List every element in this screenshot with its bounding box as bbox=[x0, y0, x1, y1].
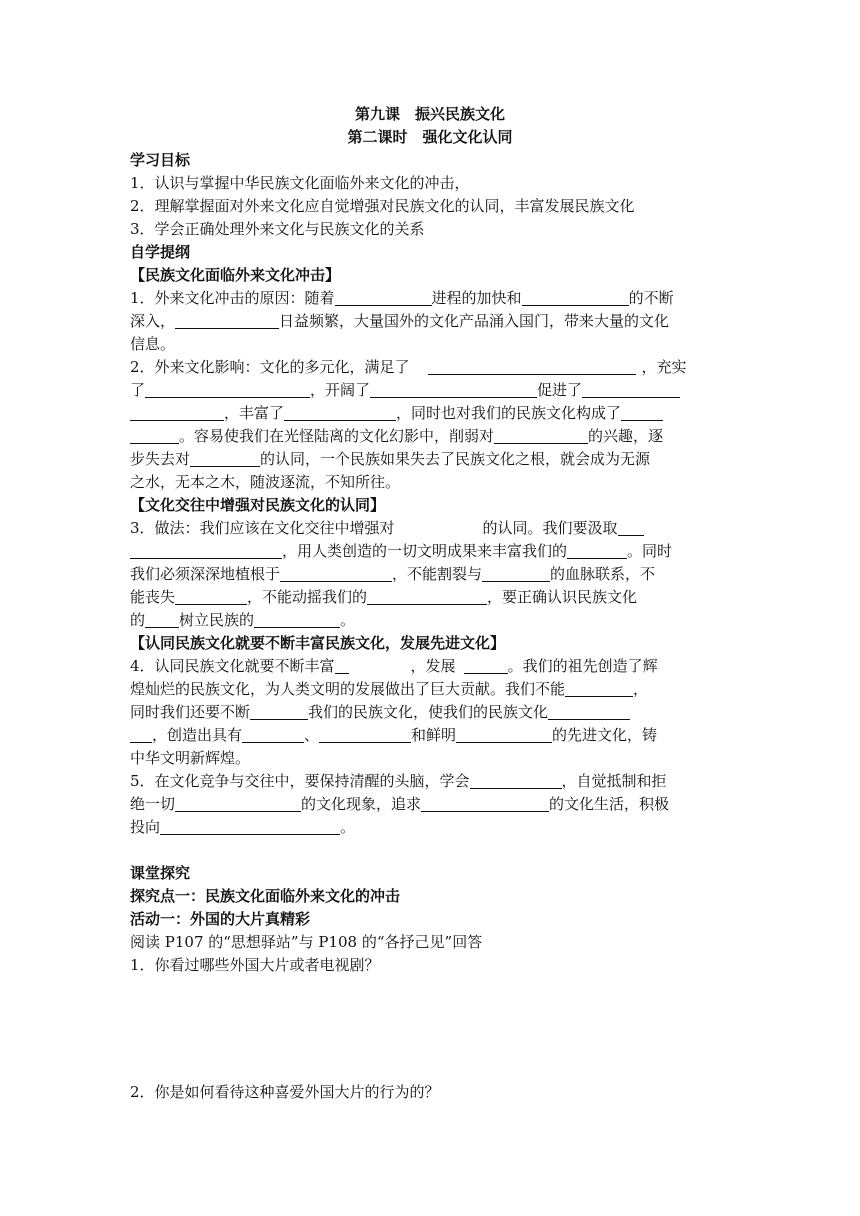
q-text: ， bbox=[633, 680, 649, 698]
fill-blank[interactable] bbox=[456, 726, 552, 743]
q-text: ，丰富了 bbox=[224, 404, 285, 422]
q-text: ，用人类创造的一切文明成果来丰富我们的 bbox=[282, 542, 568, 560]
goal-item: 3．学会正确处理外来文化与民族文化的关系 bbox=[130, 220, 425, 238]
q-text: 的不断 bbox=[628, 289, 674, 307]
q-text: 的认同。我们要汲取 bbox=[482, 519, 618, 537]
question-3-line bbox=[130, 586, 730, 609]
question-4-line bbox=[130, 655, 730, 678]
fill-blank[interactable] bbox=[130, 542, 282, 559]
question-5-line bbox=[130, 770, 730, 793]
section-heading-2: 【文化交往中增强对民族文化的认同】 bbox=[130, 496, 386, 514]
question-4-line: 中华文明新辉煌。 bbox=[130, 749, 251, 767]
activity-question-1: 1．你看过哪些外国大片或者电视剧？ bbox=[130, 956, 380, 974]
fill-blank[interactable] bbox=[565, 680, 633, 697]
activity-question-2: 2．你是如何看待这种喜爱外国大片的行为的？ bbox=[130, 1083, 440, 1101]
question-1-line bbox=[130, 310, 730, 333]
outline-heading: 自学提纲 bbox=[130, 243, 191, 261]
fill-blank[interactable] bbox=[254, 611, 340, 628]
q-text: 能丧失 bbox=[130, 588, 176, 606]
question-1-line bbox=[130, 287, 730, 310]
fill-blank[interactable] bbox=[284, 404, 396, 421]
question-3-line bbox=[130, 563, 730, 586]
worksheet bbox=[130, 103, 730, 1104]
explore-point-1: 探究点一：民族文化面临外来文化的冲击 bbox=[130, 887, 401, 905]
activity-instruction: 阅读 P107 的“思想驿站”与 P108 的“各抒己见”回答 bbox=[130, 933, 483, 951]
fill-blank[interactable] bbox=[548, 703, 630, 720]
fill-blank[interactable] bbox=[621, 404, 663, 421]
fill-blank[interactable] bbox=[190, 450, 260, 467]
page-title: 第九课 振兴民族文化 bbox=[354, 105, 505, 123]
fill-blank[interactable] bbox=[145, 611, 179, 628]
fill-blank[interactable] bbox=[494, 427, 588, 444]
goal-item: 1．认识与掌握中华民族文化面临外来文化的冲击， bbox=[130, 174, 470, 192]
fill-blank[interactable] bbox=[370, 381, 537, 398]
fill-blank[interactable] bbox=[130, 427, 179, 444]
q-text: 。同时 bbox=[627, 542, 673, 560]
q-text: 促进了 bbox=[537, 381, 583, 399]
q-text: 、 bbox=[304, 726, 320, 744]
question-2-line bbox=[130, 425, 730, 448]
q-text: 1．外来文化冲击的原因：随着 bbox=[130, 289, 335, 307]
question-4-line bbox=[130, 678, 730, 701]
fill-blank[interactable] bbox=[175, 588, 247, 605]
fill-blank[interactable] bbox=[482, 565, 550, 582]
fill-blank[interactable] bbox=[367, 588, 487, 605]
fill-blank[interactable] bbox=[421, 795, 549, 812]
q-text: ，同时也对我们的民族文化构成了 bbox=[396, 404, 622, 422]
goals-heading: 学习目标 bbox=[130, 151, 191, 169]
fill-blank[interactable] bbox=[335, 657, 349, 674]
question-2-line bbox=[130, 356, 730, 379]
q-text: 。 bbox=[340, 818, 356, 836]
q-text: ，开阔了 bbox=[310, 381, 371, 399]
fill-blank[interactable] bbox=[160, 818, 340, 835]
answer-space[interactable] bbox=[130, 1023, 730, 1081]
q-text: 。容易使我们在光怪陆离的文化幻影中，削弱对 bbox=[179, 427, 495, 445]
q-text: ，充实 bbox=[641, 358, 687, 376]
q-text: 。我们的祖先创造了辉 bbox=[507, 657, 658, 675]
q-text: 的血脉联系，不 bbox=[550, 565, 656, 583]
q-text: 绝一切 bbox=[130, 795, 176, 813]
q-text: 深入， bbox=[130, 312, 176, 330]
fill-blank[interactable] bbox=[464, 657, 508, 674]
q-text: 3．做法：我们应该在文化交往中增强对 bbox=[130, 519, 395, 537]
q-text: 的 bbox=[130, 611, 146, 629]
q-text: 的认同，一个民族如果失去了民族文化之根，就会成为无源 bbox=[260, 450, 651, 468]
question-3-line bbox=[130, 540, 730, 563]
q-text: 了 bbox=[130, 381, 146, 399]
fill-blank[interactable] bbox=[250, 703, 308, 720]
question-2-line bbox=[130, 448, 730, 471]
q-text: 的先进文化，铸 bbox=[552, 726, 658, 744]
fill-blank[interactable] bbox=[319, 726, 411, 743]
fill-blank[interactable] bbox=[428, 358, 636, 375]
fill-blank[interactable] bbox=[175, 795, 301, 812]
q-text: 和鲜明 bbox=[411, 726, 457, 744]
question-5-line bbox=[130, 793, 730, 816]
q-text: 树立民族的 bbox=[179, 611, 255, 629]
q-text: 步失去对 bbox=[130, 450, 191, 468]
q-text: 2．外来文化影响：文化的多元化，满足了 bbox=[130, 358, 410, 376]
question-4-line bbox=[130, 701, 730, 724]
q-text: 我们必须深深地植根于 bbox=[130, 565, 281, 583]
q-text: ，创造出具有 bbox=[152, 726, 243, 744]
fill-blank[interactable] bbox=[175, 312, 279, 329]
question-2-line bbox=[130, 379, 730, 402]
fill-blank[interactable] bbox=[242, 726, 304, 743]
q-text: 煌灿烂的民族文化，为人类文明的发展做出了巨大贡献。我们不能 bbox=[130, 680, 566, 698]
q-text: 日益频繁，大量国外的文化产品涌入国门，带来大量的文化 bbox=[279, 312, 670, 330]
q-text: ，不能割裂与 bbox=[392, 565, 483, 583]
q-text: 的文化生活，积极 bbox=[549, 795, 670, 813]
goal-item: 2．理解掌握面对外来文化应自觉增强对民族文化的认同，丰富发展民族文化 bbox=[130, 197, 635, 215]
fill-blank[interactable] bbox=[582, 381, 680, 398]
q-text: 。 bbox=[340, 611, 356, 629]
q-text: 我们的民族文化，使我们的民族文化 bbox=[308, 703, 549, 721]
q-text: 的兴趣，逐 bbox=[588, 427, 664, 445]
question-2-line: 之水，无本之木，随波逐流，不知所往。 bbox=[130, 473, 401, 491]
section-heading-1: 【民族文化面临外来文化冲击】 bbox=[130, 266, 341, 284]
q-text: 5．在文化竞争与交往中，要保持清醒的头脑，学会 bbox=[130, 772, 470, 790]
page-subtitle: 第二课时 强化文化认同 bbox=[347, 128, 513, 146]
q-text: 4．认同民族文化就要不断丰富 bbox=[130, 657, 335, 675]
fill-blank[interactable] bbox=[335, 289, 432, 306]
section-heading-3: 【认同民族文化就要不断丰富民族文化，发展先进文化】 bbox=[130, 634, 506, 652]
q-text: 的文化现象，追求 bbox=[301, 795, 422, 813]
q-text: 进程的加快和 bbox=[431, 289, 522, 307]
fill-blank[interactable] bbox=[130, 404, 224, 421]
fill-blank[interactable] bbox=[567, 542, 627, 559]
fill-blank[interactable] bbox=[280, 565, 392, 582]
fill-blank[interactable] bbox=[130, 726, 152, 743]
q-text: ，发展 bbox=[410, 657, 456, 675]
question-2-line bbox=[130, 402, 730, 425]
question-3-line bbox=[130, 517, 730, 540]
answer-space[interactable] bbox=[130, 977, 730, 1023]
question-3-line bbox=[130, 609, 730, 632]
question-4-line bbox=[130, 724, 730, 747]
question-5-line bbox=[130, 816, 730, 839]
q-text: ，要正确认识民族文化 bbox=[487, 588, 638, 606]
fill-blank[interactable] bbox=[522, 289, 629, 306]
q-text: 同时我们还要不断 bbox=[130, 703, 251, 721]
q-text: ，自觉抵制和拒 bbox=[561, 772, 667, 790]
fill-blank[interactable] bbox=[145, 381, 310, 398]
q-text: ，不能动摇我们的 bbox=[247, 588, 368, 606]
fill-blank[interactable] bbox=[470, 772, 562, 789]
q-text: 投向 bbox=[130, 818, 161, 836]
explore-heading: 课堂探究 bbox=[130, 864, 191, 882]
fill-blank[interactable] bbox=[618, 519, 644, 536]
question-1-line: 信息。 bbox=[130, 335, 176, 353]
activity-1-heading: 活动一：外国的大片真精彩 bbox=[130, 910, 311, 928]
